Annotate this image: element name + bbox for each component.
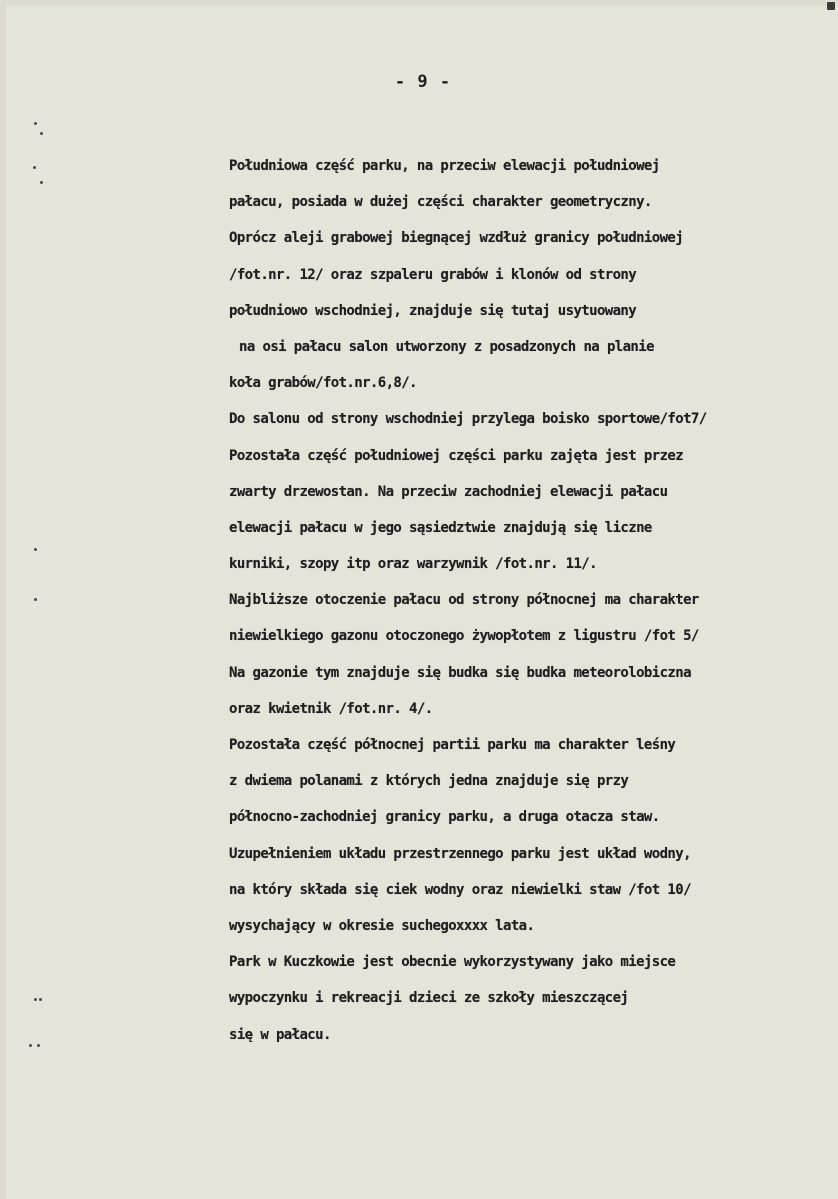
text-line: na który składa się ciek wodny oraz niewielki staw /fot 10/ (229, 881, 691, 898)
punch-mark (34, 998, 37, 1001)
page-edge-top (0, 0, 838, 6)
text-line: pałacu, posiada w dużej części charakter geometryczny. (229, 194, 652, 211)
text-line: niewielkiego gazonu otoczonego żywopłotem z ligustru /fot 5/ (229, 628, 699, 645)
text-line: wypoczynku i rekreacji dzieci ze szkoły mieszczącej (229, 990, 629, 1007)
text-line: Pozostała część południowej części parku zajęta jest przez (229, 447, 684, 464)
punch-mark (29, 1044, 32, 1047)
punch-mark (34, 598, 37, 601)
text-line: wysychający w okresie suchegoxxxx lata. (229, 917, 535, 934)
punch-mark (34, 548, 37, 551)
text-line: północno-zachodniej granicy parku, a druga otacza staw. (229, 809, 660, 826)
text-line: Południowa część parku, na przeciw elewacji południowej (229, 158, 660, 174)
text-line: na osi pałacu salon utworzony z posadzonych na planie (239, 338, 654, 355)
punch-mark (39, 998, 42, 1001)
corner-mark (827, 2, 835, 10)
text-line: Park w Kuczkowie jest obecnie wykorzystywany jako miejsce (229, 954, 676, 971)
text-line: elewacji pałacu w jego sąsiedztwie znajdują się liczne (229, 519, 652, 536)
page-number: - 9 - (394, 72, 452, 92)
text-line: Oprócz aleji grabowej biegnącej wzdłuż granicy południowej (229, 230, 684, 247)
punch-mark (34, 122, 37, 125)
page-edge-left (0, 0, 6, 1199)
text-line: /fot.nr. 12/ oraz szpaleru grabów i klonów od strony (229, 266, 637, 283)
text-line: Na gazonie tym znajduje się budka się budka meteorolobiczna (229, 664, 691, 681)
text-line: koła grabów/fot.nr.6,8/. (229, 375, 417, 392)
punch-mark (37, 1044, 40, 1047)
text-line: Uzupełnieniem układu przestrzennego parku jest układ wodny, (229, 845, 691, 862)
punch-mark (40, 181, 43, 184)
text-line: Pozostała część północnej partii parku ma charakter leśny (229, 737, 676, 753)
typed-body-text (229, 148, 838, 1053)
text-line: zwarty drzewostan. Na przeciw zachodniej elewacji pałacu (229, 483, 668, 500)
text-line: Najbliższe otoczenie pałacu od strony północnej ma charakter (229, 592, 699, 609)
punch-mark (33, 166, 36, 169)
text-line: oraz kwietnik /fot.nr. 4/. (229, 700, 433, 717)
text-line: południowo wschodniej, znajduje się tutaj usytuowany (229, 302, 637, 319)
punch-mark (40, 132, 43, 135)
text-line: z dwiema polanami z których jedna znajduje się przy (229, 773, 629, 790)
text-line: Do salonu od strony wschodniej przylega boisko sportowe/fot7/ (229, 411, 707, 428)
text-line: kurniki, szopy itp oraz warzywnik /fot.nr. 11/. (229, 556, 597, 573)
text-line: się w pałacu. (229, 1026, 331, 1043)
